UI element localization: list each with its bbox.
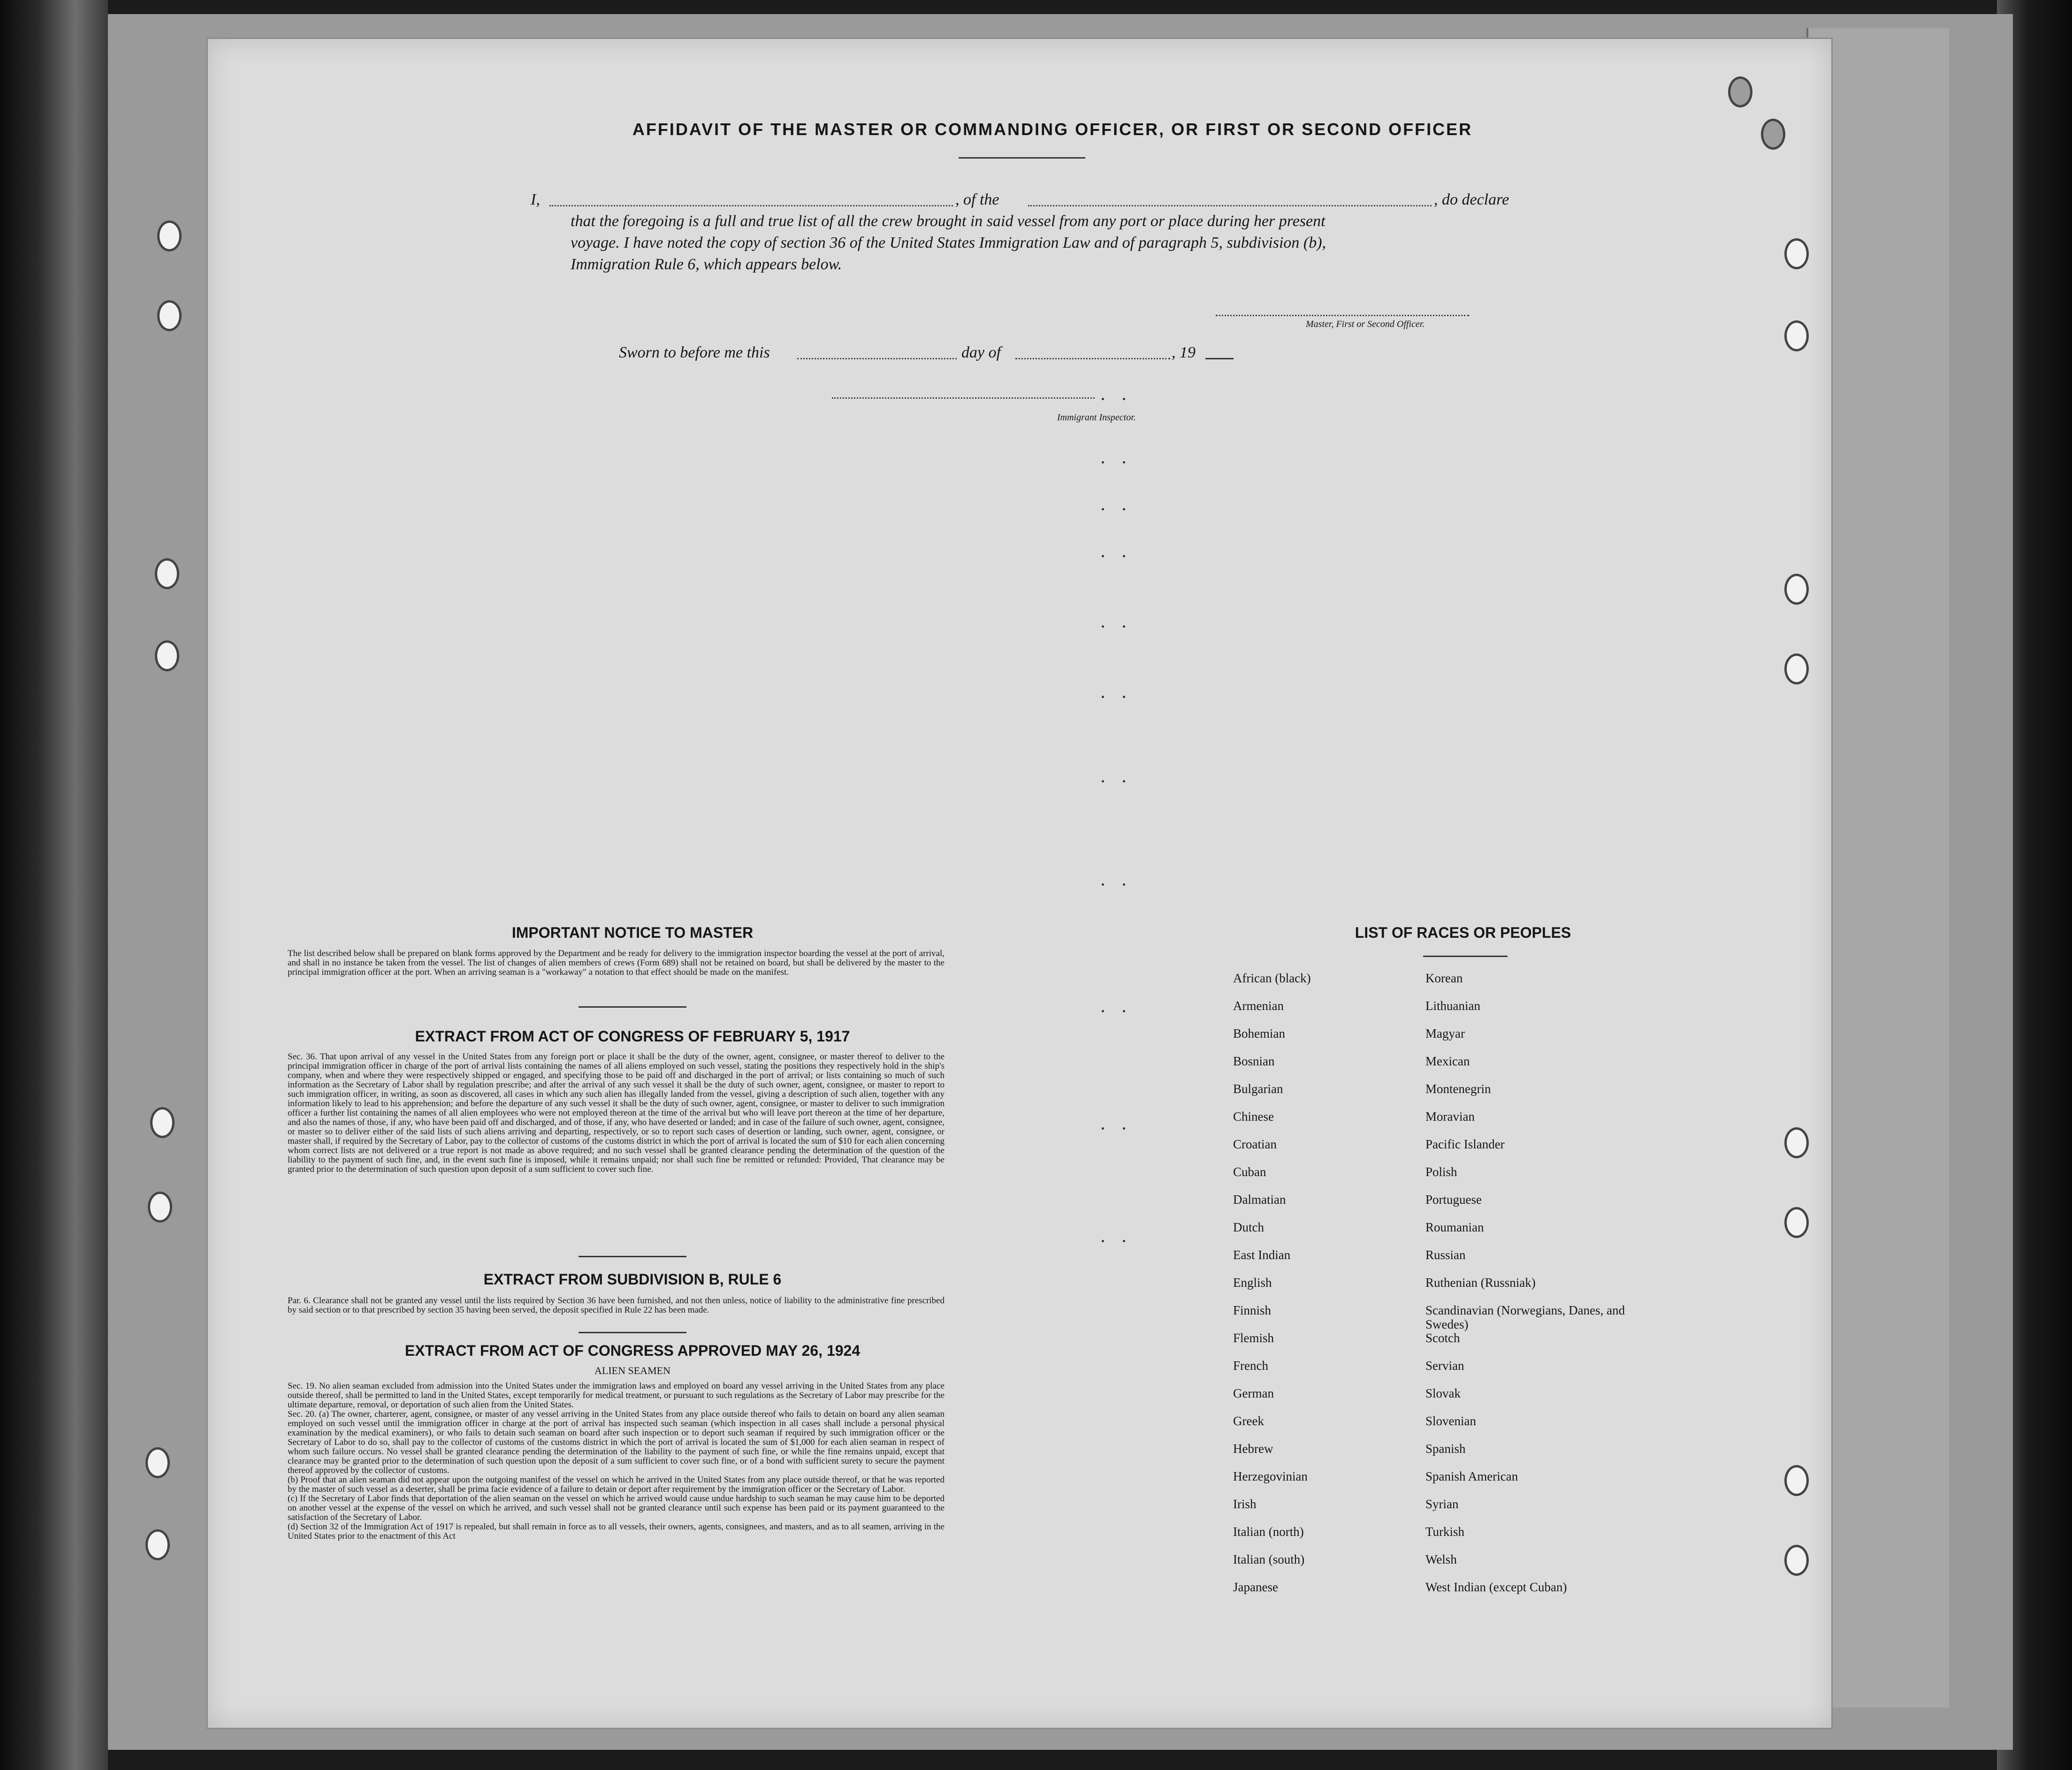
- race-item: German: [1233, 1386, 1274, 1400]
- fold-mark: [1102, 625, 1104, 628]
- binder-hole: [145, 1529, 170, 1560]
- binder-hole: [155, 558, 179, 589]
- declarant-name-field[interactable]: [549, 205, 953, 206]
- fold-mark: [1102, 1127, 1104, 1130]
- race-item: Croatian: [1233, 1137, 1277, 1151]
- race-item: Spanish: [1425, 1442, 1466, 1456]
- fold-mark: [1123, 1240, 1125, 1242]
- master-signature-line[interactable]: [1216, 315, 1469, 316]
- notice-title: IMPORTANT NOTICE TO MASTER: [511, 924, 754, 941]
- race-item: Slovenian: [1425, 1414, 1476, 1428]
- fold-mark: [1123, 508, 1125, 510]
- race-item: Servian: [1425, 1359, 1464, 1373]
- binder-hole: [1784, 1127, 1809, 1158]
- binder-hole: [1761, 119, 1785, 150]
- race-item: Syrian: [1425, 1497, 1459, 1511]
- race-item: English: [1233, 1276, 1272, 1290]
- extract-1924-title: EXTRACT FROM ACT OF CONGRESS APPROVED MAY 26, 1924: [404, 1342, 861, 1359]
- race-item: Scotch: [1425, 1331, 1460, 1345]
- year-label: , 19: [1172, 344, 1196, 361]
- race-item: East Indian: [1233, 1248, 1291, 1262]
- binder-hole: [1784, 653, 1809, 684]
- binder-hole: [1784, 1465, 1809, 1496]
- binder-hole: [145, 1447, 170, 1478]
- races-title: LIST OF RACES OR PEOPLES: [1355, 924, 1571, 941]
- race-item: Cuban: [1233, 1165, 1266, 1179]
- of-the-label: , of the: [955, 191, 999, 208]
- fold-mark: [1123, 461, 1125, 463]
- section-divider: [579, 1006, 686, 1008]
- affidavit-line-4: Immigration Rule 6, which appears below.: [571, 256, 842, 273]
- race-item: Chinese: [1233, 1109, 1274, 1124]
- section-divider: [579, 1332, 686, 1333]
- inspector-signature-line[interactable]: [832, 397, 1095, 399]
- sec-20b: (b) Proof that an alien seaman did not appear upon the outgoing manifest of the vessel on which he arrived in the United States from any place outside thereof, or that he was reported by the master of such vessel as a deserter, shall be prima facie evidence of a failure to detain or deport after requirement by the immigration officer or the Secretary of Labor.: [288, 1475, 945, 1494]
- notice-text: The list described below shall be prepared on blank forms approved by the Department and be ready for delivery to the immigration inspector boarding the vessel at the port of arrival, and shall in no instance be taken from the vessel. The list of changes of alien members of crews (Form 689) shall not be retained on board, but shall be delivered by the master to the principal immigration officer at the port. When an arriving seaman is a "workaway" a notation to that effect should be made on the manifest.: [288, 949, 945, 977]
- races-column-2: [1425, 971, 1627, 1608]
- fold-mark: [1123, 1127, 1125, 1130]
- fold-mark: [1123, 555, 1125, 557]
- race-item: Moravian: [1425, 1109, 1475, 1124]
- fold-mark: [1102, 780, 1104, 782]
- binder-hole: [1784, 1545, 1809, 1576]
- extract-1924-body: [288, 1382, 945, 1541]
- sworn-label: Sworn to before me this: [619, 344, 770, 361]
- year-field[interactable]: [1205, 358, 1234, 359]
- race-item: Russian: [1425, 1248, 1466, 1262]
- fold-mark: [1102, 1010, 1104, 1012]
- affidavit-line-2: that the foregoing is a full and true list of all the crew brought in said vessel from any port or place during her present: [571, 213, 1325, 230]
- fold-mark: [1102, 508, 1104, 510]
- race-item: Mexican: [1425, 1054, 1470, 1068]
- race-item: West Indian (except Cuban): [1425, 1580, 1567, 1594]
- day-of-label: day of: [961, 344, 1001, 361]
- fold-mark: [1123, 883, 1125, 886]
- affidavit-line-3: voyage. I have noted the copy of section 36 of the United States Immigration Law and of paragraph 5, subdivision (b),: [571, 234, 1326, 251]
- extract-1924-subtitle: ALIEN SEAMEN: [594, 1365, 670, 1376]
- fold-mark: [1102, 883, 1104, 886]
- race-item: Spanish American: [1425, 1469, 1518, 1483]
- extract-1917-text: Sec. 36. That upon arrival of any vessel in the United States from any foreign port or place it shall be the duty of the owner, agent, consignee, or master thereof to deliver to the principal immigration officer in charge of the port of arrival lists containing the names of all aliens employed on such vessel, stating the positions they respectively hold in the ship's company, when and where they were respectively shipped or engaged, and specifying those to be paid off and discharged in the port of arrival; or lists containing so much of such information as the Secretary of Labor shall by regulation prescribe; and after the arrival of any such vessel it shall be the duty of such owner, agent, consignee, or master to report to such immigration officer, in writing, as soon as discovered, all cases in which any such alien has illegally landed from the vessel, giving a description of such alien, together with any information likely to lead to his apprehension; and before the departure of any such vessel it shall be the duty of such owner, agent, consignee, or master to deliver to such immigration officer a further list containing the names of all alien employees who were not employed thereon at the time of the arrival but who will leave port thereon at the time of her departure, and also the names of those, if any, who have been paid off and discharged, and of those, if any, who have deserted or landed; and in case of the failure of such owner, agent, consignee, or master so to deliver either of the said lists of such aliens arriving and departing, respectively, or so to report such cases of desertion or landing, such owner, agent, consignee, or master shall, if required by the Secretary of Labor, pay to the collector of customs of the customs district in which the port of arrival is located the sum of $10 for each alien concerning whom correct lists are not delivered or a true report is not made as above required; and no such vessel shall be granted clearance pending the determination of the question of the liability to the payment of such fine, and, in the event such fine is imposed, while it remains unpaid; nor shall such fine be remitted or refunded: Provided, That clearance may be granted prior to the determination of such question upon deposit of a sum sufficient to cover such fine.: [288, 1052, 945, 1174]
- fold-mark: [1123, 696, 1125, 698]
- sec-20c: (c) If the Secretary of Labor finds that deportation of the alien seaman on the vessel on which he arrived would cause undue hardship to such seaman he may cause him to be deported on another vessel at the expense of the vessel on which he arrived, and such vessel shall not be granted clearance until such expense has been paid or its payment guaranteed to the satisfaction of the Secretary of Labor.: [288, 1494, 945, 1522]
- binder-hole: [1784, 238, 1809, 269]
- fold-mark: [1102, 555, 1104, 557]
- section-divider: [579, 1256, 686, 1257]
- inspector-caption: Immigrant Inspector.: [1057, 412, 1136, 423]
- sworn-line: [619, 342, 1463, 364]
- race-item: French: [1233, 1359, 1268, 1373]
- race-item: African (black): [1233, 971, 1311, 985]
- binder-hole: [157, 220, 182, 251]
- binder-hole: [150, 1107, 175, 1138]
- rule6-title: EXTRACT FROM SUBDIVISION B, RULE 6: [483, 1271, 782, 1288]
- race-item: Lithuanian: [1425, 999, 1480, 1013]
- race-item: Bulgarian: [1233, 1082, 1283, 1096]
- fold-mark: [1102, 461, 1104, 463]
- race-item: Finnish: [1233, 1303, 1272, 1317]
- title-underline: [959, 157, 1085, 159]
- race-item: Italian (north): [1233, 1525, 1304, 1539]
- race-item: Scandinavian (Norwegians, Danes, and Swedes): [1425, 1303, 1625, 1331]
- sworn-month-field[interactable]: [1015, 358, 1170, 359]
- fold-mark: [1102, 696, 1104, 698]
- race-item: Portuguese: [1425, 1193, 1482, 1207]
- fold-mark: [1123, 780, 1125, 782]
- race-item: Armenian: [1233, 999, 1284, 1013]
- race-item: Greek: [1233, 1414, 1264, 1428]
- binder-hole: [1784, 320, 1809, 351]
- binder-hole: [1784, 574, 1809, 605]
- fold-mark: [1123, 1010, 1125, 1012]
- affidavit-title: AFFIDAVIT OF THE MASTER OR COMMANDING OFFICER, OR FIRST OR SECOND OFFICER: [632, 120, 1473, 139]
- race-item: Japanese: [1233, 1580, 1278, 1594]
- race-item: Ruthenian (Russniak): [1425, 1276, 1536, 1290]
- race-item: Herzegovinian: [1233, 1469, 1308, 1483]
- position-field[interactable]: [1028, 205, 1432, 206]
- sec-20a: Sec. 20. (a) The owner, charterer, agent, consignee, or master of any vessel arriving in the United States from any place outside thereof who fails to detain on board any alien seaman employed on such vessel until the immigration officer in charge at the port of arrival has inspected such seaman (which inspection in all cases shall include a personal physical examination by the medical examiners), or who fails to detain such seaman on board after such inspection or to deport such seaman if required by such immigration officer or the Secretary of Labor to do so, shall pay to the collector of customs of the customs district in which the port of arrival is located the sum of $1,000 for each alien seaman in respect of whom such failure occurs. No vessel shall be granted clearance pending the determination of the liability to the payment of such fine, or while the fine remains unpaid, except that clearance may be granted prior to the determination of such question upon the deposit of a sum sufficient to cover such fine, or of a bond with sufficient surety to secure the payment thereof approved by the collector of customs.: [288, 1409, 945, 1475]
- binder-hole: [157, 300, 182, 331]
- race-item: Slovak: [1425, 1386, 1461, 1400]
- affidavit-line-1: [531, 189, 1666, 211]
- sworn-day-field[interactable]: [797, 358, 957, 359]
- race-item: Roumanian: [1425, 1220, 1484, 1234]
- fold-mark: [1123, 625, 1125, 628]
- race-item: Welsh: [1425, 1552, 1457, 1566]
- race-item: Italian (south): [1233, 1552, 1305, 1566]
- binder-hole: [155, 640, 179, 671]
- race-item: Irish: [1233, 1497, 1257, 1511]
- fold-mark: [1102, 398, 1104, 400]
- sec-19: Sec. 19. No alien seaman excluded from admission into the United States under the immigration laws and employed on board any vessel arriving in the United States from any place outside thereof, shall be permitted to land in the United States, except temporarily for medical treatment, or pursuant to such regulations as the Secretary of Labor may prescribe for the ultimate departure, removal, or deportation of such alien from the United States.: [288, 1381, 945, 1410]
- race-item: Polish: [1425, 1165, 1457, 1179]
- races-column-1: [1233, 971, 1430, 1608]
- race-item: Korean: [1425, 971, 1463, 985]
- document-page: [206, 38, 1833, 1729]
- binder-hole: [1728, 76, 1752, 107]
- races-underline: [1423, 956, 1508, 957]
- fold-mark: [1123, 398, 1125, 400]
- race-item: Dalmatian: [1233, 1193, 1286, 1207]
- film-border-left: [0, 0, 108, 1770]
- extract-1917-title: EXTRACT FROM ACT OF CONGRESS OF FEBRUARY 5, 1917: [415, 1028, 850, 1045]
- race-item: Magyar: [1425, 1026, 1465, 1041]
- race-item: Dutch: [1233, 1220, 1264, 1234]
- race-item: Hebrew: [1233, 1442, 1273, 1456]
- do-declare-label: , do declare: [1434, 191, 1509, 208]
- fold-mark: [1102, 1240, 1104, 1242]
- binder-hole: [1784, 1207, 1809, 1238]
- binder-hole: [148, 1192, 172, 1223]
- race-item: Montenegrin: [1425, 1082, 1491, 1096]
- master-signature-caption: Master, First or Second Officer.: [1306, 319, 1425, 329]
- race-item: Bosnian: [1233, 1054, 1275, 1068]
- race-item: Bohemian: [1233, 1026, 1285, 1041]
- sec-20d: (d) Section 32 of the Immigration Act of 1917 is repealed, but shall remain in force as to all vessels, their owners, agents, consignees, and masters, and as to all seamen, arriving in the United States prior to the enactment of this Act: [288, 1522, 945, 1541]
- rule6-text: Par. 6. Clearance shall not be granted any vessel until the lists required by Section 36 have been furnished, and not then unless, notice of liability to the administrative fine prescribed by said section or to that prescribed by section 35 having been served, the deposit specified in Rule 22 has been made.: [288, 1296, 945, 1315]
- race-item: Turkish: [1425, 1525, 1465, 1539]
- race-item: Flemish: [1233, 1331, 1274, 1345]
- declarant-label: I,: [531, 191, 540, 208]
- race-item: Pacific Islander: [1425, 1137, 1505, 1151]
